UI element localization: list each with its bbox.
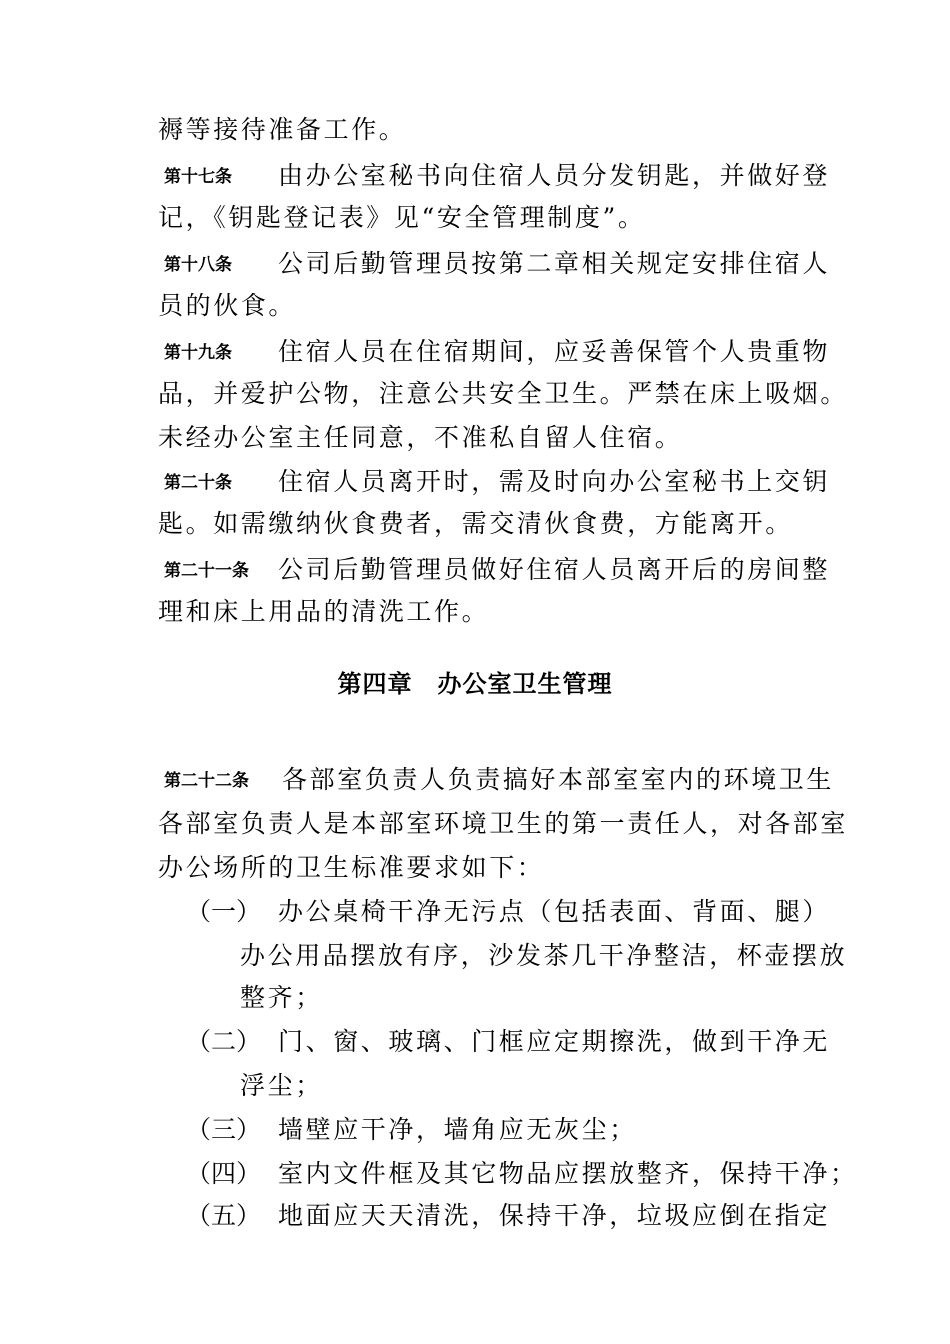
article-19: [158, 334, 831, 371]
body-text-line: 办公场所的卫生标准要求如下：: [158, 853, 545, 882]
article-text: 住宿人员离开时，需及时向办公室秘书上交钥: [278, 467, 831, 496]
list-item-number: （三）: [186, 1115, 262, 1144]
list-item-number: （一）: [186, 897, 262, 926]
body-text-line: 记，《钥匙登记表》见“安全管理制度”。: [158, 203, 646, 232]
body-text-line: 各部室负责人是本部室环境卫生的第一责任人，对各部室: [158, 809, 849, 838]
article-21: [158, 552, 831, 589]
article-label: 第十八条: [164, 255, 232, 275]
article-label: 第十九条: [164, 343, 232, 363]
list-item-text: 整齐；: [240, 983, 323, 1012]
list-item-text: 办公桌椅干净无污点（包括表面、背面、腿）: [278, 897, 831, 926]
article-text: 各部室负责人负责搞好本部室室内的环境卫生: [282, 765, 835, 794]
body-text-line: 匙。如需缴纳伙食费者，需交清伙食费，方能离开。: [158, 509, 793, 538]
body-text-line: 未经办公室主任同意，不准私自留人住宿。: [158, 423, 683, 452]
article-18: [158, 246, 831, 283]
list-item-text: 门、窗、玻璃、门框应定期擦洗，做到干净无: [278, 1027, 831, 1056]
article-17: [158, 158, 831, 195]
list-item-text: 浮尘；: [240, 1071, 323, 1100]
chapter-heading: 第四章 办公室卫生管理: [337, 670, 613, 698]
article-label: 第二十二条: [164, 771, 249, 791]
article-text: 公司后勤管理员按第二章相关规定安排住宿人: [278, 249, 831, 278]
article-text: 由办公室秘书向住宿人员分发钥匙，并做好登: [278, 161, 831, 190]
article-text: 住宿人员在住宿期间，应妥善保管个人贵重物: [278, 337, 831, 366]
article-label: 第十七条: [164, 167, 232, 187]
article-label: 第二十条: [164, 473, 232, 493]
article-22: [158, 762, 835, 799]
body-text-line: 品，并爱护公物，注意公共安全卫生。严禁在床上吸烟。: [158, 379, 849, 408]
body-text-line: 理和床上用品的清洗工作。: [158, 597, 490, 626]
list-item-text: 室内文件框及其它物品应摆放整齐，保持干净；: [278, 1159, 858, 1188]
list-item-text: 办公用品摆放有序，沙发茶几干净整洁，杯壶摆放: [240, 941, 848, 970]
list-item-number: （五）: [186, 1201, 262, 1230]
article-text: 公司后勤管理员做好住宿人员离开后的房间整: [278, 555, 831, 584]
body-text-line: 褥等接待准备工作。: [158, 115, 407, 144]
list-item-text: 地面应天天清洗，保持干净，垃圾应倒在指定: [278, 1201, 831, 1230]
article-20: [158, 464, 831, 501]
list-item-number: （二）: [186, 1027, 262, 1056]
list-item-text: 墙壁应干净，墙角应无灰尘；: [278, 1115, 637, 1144]
body-text-line: 员的伙食。: [158, 291, 297, 320]
article-label: 第二十一条: [164, 561, 249, 581]
list-item-number: （四）: [186, 1159, 262, 1188]
